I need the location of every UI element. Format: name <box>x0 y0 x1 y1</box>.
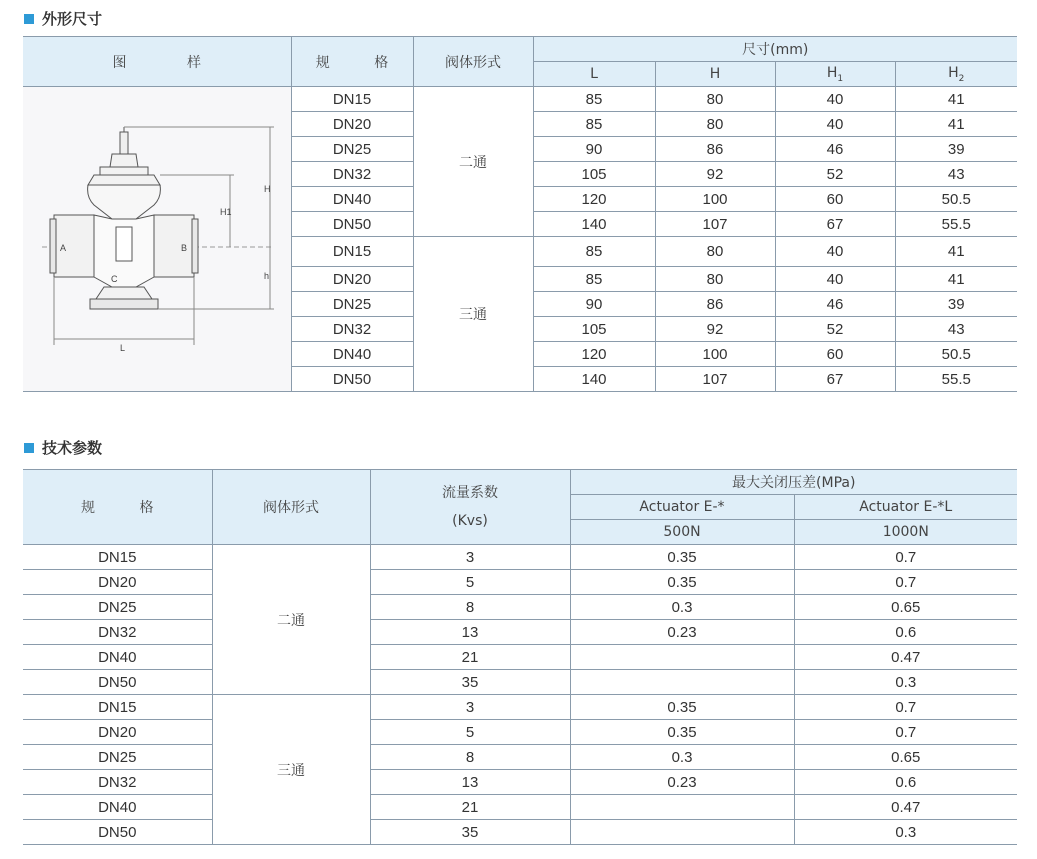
dim-H2-cell: 39 <box>895 292 1017 317</box>
table-row <box>23 795 1017 820</box>
spec-header: 规 格 <box>291 37 413 87</box>
spec-cell: DN25 <box>291 137 413 162</box>
body-type-cell: 三通 <box>212 695 370 845</box>
body-type-header: 阀体形式 <box>413 37 533 87</box>
dim-H-cell: 86 <box>655 137 775 162</box>
dim-H-cell: 86 <box>655 292 775 317</box>
spec-cell: DN25 <box>23 745 212 770</box>
table-row <box>23 720 1017 745</box>
spec-cell: DN50 <box>291 212 413 237</box>
dim-H2-cell: 50.5 <box>895 187 1017 212</box>
dim-H-cell: 107 <box>655 212 775 237</box>
spec-cell: DN15 <box>23 695 212 720</box>
dim-L-cell: 90 <box>533 137 655 162</box>
kvs-cell: 21 <box>370 645 570 670</box>
kvs-cell: 3 <box>370 695 570 720</box>
section-marker-icon <box>24 443 34 453</box>
spec-cell: DN32 <box>291 162 413 187</box>
col-L-header: L <box>533 62 655 87</box>
pressure-1000n-cell: 0.47 <box>794 645 1017 670</box>
tech-params-title-text: 技术参数 <box>42 439 103 457</box>
table-row <box>23 695 1017 720</box>
port-C-label: C <box>110 274 118 284</box>
table-row <box>23 570 1017 595</box>
pressure-500n-cell: 0.35 <box>570 695 794 720</box>
tech-params-section-title <box>24 437 102 458</box>
spec-cell: DN50 <box>23 670 212 695</box>
tech-params-table <box>23 469 1017 845</box>
dim-L-cell: 105 <box>533 317 655 342</box>
kvs-cell: 8 <box>370 595 570 620</box>
dim-H1-cell: 67 <box>775 212 895 237</box>
pressure-500n-cell: 0.35 <box>570 720 794 745</box>
dim-H1-cell: 60 <box>775 342 895 367</box>
section-marker-icon <box>24 14 34 24</box>
dim-L-cell: 85 <box>533 112 655 137</box>
pressure-500n-cell: 0.35 <box>570 570 794 595</box>
dim-H-cell: 80 <box>655 267 775 292</box>
spec-cell: DN40 <box>23 645 212 670</box>
kvs-cell: 13 <box>370 770 570 795</box>
body-type-header: 阀体形式 <box>212 470 370 545</box>
dim-H-cell: 107 <box>655 367 775 392</box>
spec-cell: DN15 <box>291 237 413 267</box>
dim-H-cell: 80 <box>655 87 775 112</box>
spec-cell: DN40 <box>291 187 413 212</box>
dim-H-cell: 80 <box>655 112 775 137</box>
col-H1-header: $H_1$ <box>775 62 895 87</box>
dim-H1-cell: 46 <box>775 292 895 317</box>
dimensions-title-text: 外形尺寸 <box>42 10 103 28</box>
actuator-2-header: Actuator E-*L <box>794 495 1017 520</box>
pressure-1000n-cell: 0.7 <box>794 720 1017 745</box>
spec-cell: DN20 <box>23 720 212 745</box>
pressure-1000n-cell: 0.6 <box>794 770 1017 795</box>
spec-cell: DN15 <box>291 87 413 112</box>
valve-dimension-drawing <box>24 87 290 387</box>
dimensions-table <box>23 36 1017 392</box>
pressure-500n-cell: 0.35 <box>570 545 794 570</box>
dim-L-cell: 85 <box>533 267 655 292</box>
spec-cell: DN20 <box>23 570 212 595</box>
pressure-1000n-cell: 0.7 <box>794 545 1017 570</box>
dim-H1-cell: 52 <box>775 317 895 342</box>
dim-H-label: H <box>263 184 271 194</box>
spec-cell: DN32 <box>23 620 212 645</box>
pressure-1000n-cell: 0.3 <box>794 670 1017 695</box>
dim-H-cell: 100 <box>655 342 775 367</box>
spec-cell: DN25 <box>23 595 212 620</box>
pressure-500n-cell <box>570 795 794 820</box>
dim-L-cell: 120 <box>533 342 655 367</box>
spec-cell: DN40 <box>291 342 413 367</box>
dim-H2-cell: 43 <box>895 162 1017 187</box>
pressure-1000n-cell: 0.47 <box>794 795 1017 820</box>
dim-H1-cell: 52 <box>775 162 895 187</box>
table-row <box>23 620 1017 645</box>
dim-H2-cell: 55.5 <box>895 212 1017 237</box>
table-row <box>23 595 1017 620</box>
pressure-500n-cell: 0.23 <box>570 620 794 645</box>
dim-H-cell: 80 <box>655 237 775 267</box>
body-type-cell: 三通 <box>413 237 533 392</box>
force-500n-header: 500N <box>570 520 794 545</box>
col-H-header: H <box>655 62 775 87</box>
dim-H2-cell: 39 <box>895 137 1017 162</box>
dim-H1-cell: 40 <box>775 267 895 292</box>
pressure-1000n-cell: 0.6 <box>794 620 1017 645</box>
spec-cell: DN20 <box>291 267 413 292</box>
port-A-label: A <box>59 243 66 253</box>
dim-H-cell: 92 <box>655 162 775 187</box>
table-row <box>23 670 1017 695</box>
kvs-cell: 35 <box>370 820 570 845</box>
pressure-1000n-cell: 0.65 <box>794 745 1017 770</box>
dim-H2-cell: 41 <box>895 237 1017 267</box>
force-1000n-header: 1000N <box>794 520 1017 545</box>
pressure-500n-cell: 0.3 <box>570 595 794 620</box>
dim-H2-cell: 41 <box>895 87 1017 112</box>
spec-cell: DN50 <box>291 367 413 392</box>
dimensions-section-title <box>24 8 102 29</box>
dim-H2-cell: 43 <box>895 317 1017 342</box>
spec-cell: DN40 <box>23 795 212 820</box>
body-type-cell: 二通 <box>413 87 533 237</box>
pressure-500n-cell <box>570 820 794 845</box>
dim-H1-cell: 60 <box>775 187 895 212</box>
spec-cell: DN32 <box>23 770 212 795</box>
kvs-cell: 21 <box>370 795 570 820</box>
dim-L-cell: 90 <box>533 292 655 317</box>
spec-cell: DN50 <box>23 820 212 845</box>
table-row <box>23 645 1017 670</box>
actuator-1-header: Actuator E-* <box>570 495 794 520</box>
pressure-500n-cell: 0.23 <box>570 770 794 795</box>
col-H2-header: $H_2$ <box>895 62 1017 87</box>
pressure-500n-cell: 0.3 <box>570 745 794 770</box>
dim-H1-cell: 40 <box>775 237 895 267</box>
kvs-cell: 5 <box>370 570 570 595</box>
dimensions-header: 尺寸(mm) <box>533 37 1017 62</box>
table-row <box>23 770 1017 795</box>
drawing-cell <box>23 87 291 392</box>
dim-H1-cell: 67 <box>775 367 895 392</box>
table-row <box>23 87 1017 112</box>
spec-cell: DN32 <box>291 317 413 342</box>
dim-L-cell: 85 <box>533 87 655 112</box>
dim-L-label: L <box>119 343 125 353</box>
dim-h-label: h <box>263 271 269 281</box>
dim-H-cell: 92 <box>655 317 775 342</box>
kvs-cell: 13 <box>370 620 570 645</box>
port-B-label: B <box>180 243 187 253</box>
dim-H-cell: 100 <box>655 187 775 212</box>
pressure-500n-cell <box>570 670 794 695</box>
pressure-1000n-cell: 0.65 <box>794 595 1017 620</box>
flow-coefficient-header: 流量系数 (Kvs) <box>370 470 570 545</box>
kvs-cell: 5 <box>370 720 570 745</box>
drawing-header: 图 样 <box>23 37 291 87</box>
spec-cell: DN15 <box>23 545 212 570</box>
table-row <box>23 545 1017 570</box>
dim-H1-label: H1 <box>219 207 232 217</box>
dim-H2-cell: 50.5 <box>895 342 1017 367</box>
dim-H2-cell: 55.5 <box>895 367 1017 392</box>
table-row <box>23 820 1017 845</box>
dim-L-cell: 140 <box>533 367 655 392</box>
kvs-cell: 3 <box>370 545 570 570</box>
pressure-1000n-cell: 0.7 <box>794 570 1017 595</box>
kvs-cell: 8 <box>370 745 570 770</box>
dim-H1-cell: 40 <box>775 87 895 112</box>
max-pressure-header: 最大关闭压差(MPa) <box>570 470 1017 495</box>
dim-L-cell: 85 <box>533 237 655 267</box>
kvs-cell: 35 <box>370 670 570 695</box>
dim-L-cell: 140 <box>533 212 655 237</box>
dim-L-cell: 105 <box>533 162 655 187</box>
pressure-1000n-cell: 0.7 <box>794 695 1017 720</box>
body-type-cell: 二通 <box>212 545 370 695</box>
spec-cell: DN25 <box>291 292 413 317</box>
dim-H2-cell: 41 <box>895 267 1017 292</box>
pressure-500n-cell <box>570 645 794 670</box>
pressure-1000n-cell: 0.3 <box>794 820 1017 845</box>
table-row <box>23 745 1017 770</box>
spec-cell: DN20 <box>291 112 413 137</box>
spec-header: 规 格 <box>23 470 212 545</box>
dim-H2-cell: 41 <box>895 112 1017 137</box>
dim-H1-cell: 46 <box>775 137 895 162</box>
dim-H1-cell: 40 <box>775 112 895 137</box>
dim-L-cell: 120 <box>533 187 655 212</box>
